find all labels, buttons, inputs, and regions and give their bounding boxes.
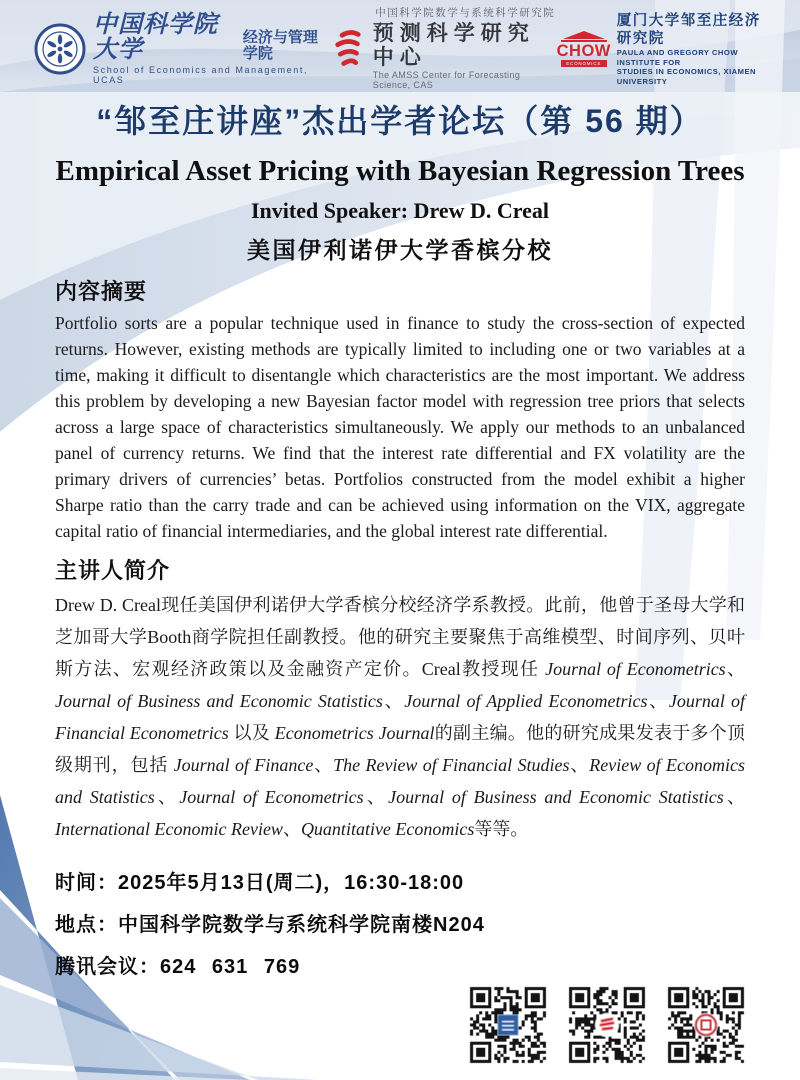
sem-name-cn: 经济与管理学院 (242, 28, 318, 62)
event-details (0, 845, 800, 979)
chow-wordmark-sub: ECONOMICS (566, 61, 602, 67)
qr-code-ucas-sem (466, 983, 550, 1067)
ucas-name-cn: 中国科学院大学 (93, 11, 218, 64)
sem-name-en: School of Economics and Management, UCAS (93, 65, 309, 85)
abstract-text: Portfolio sorts are a popular technique used in finance to study the cross-section of expected returns. However, existing methods are typically limited to including one or two variables at a time, making it difficult to disentangle which characteristics are the most important. We address this problem by developing a new Bayesian factor model with regression tree priors that selects across a large space of characteristics simultaneously. We apply our methods to an unbalanced panel of currency returns. We find that the interest rate differential and FX volatility are the primary drivers of currencies’ betas. Portfolios constructed from the model exhibit a higher Sharpe ratio than the carry trade and can be achieved using information on the VIX, aggregate capital ratio of financial intermediaries, and the global interest rate differential. (55, 313, 745, 541)
ucas-emblem-icon (34, 23, 86, 75)
logo-ucas-sem (34, 13, 330, 85)
abstract-heading: 内容摘要 (55, 279, 148, 304)
time-line (55, 866, 745, 895)
talk-title: Empirical Asset Pricing with Bayesian Regression Trees (55, 155, 745, 187)
header-logo-strip (0, 0, 800, 90)
speaker-affiliation-cn: 美国伊利诺伊大学香槟分校 (247, 238, 553, 263)
venue-label: 地点： (55, 914, 118, 936)
qr-code-amss-forecasting (565, 983, 649, 1067)
bio-text: Drew D. Creal现任美国伊利诺伊大学香槟分校经济学系教授。此前，他曾于圣母大学和芝加哥大学Booth商学院担任副教授。他的研究主要聚焦于高维模型、时间序列、贝叶斯方法、宏观经济政策以及金融资产定价。Creal教授现任 Journal of Econometrics、Journal of Business and Economic Statistics、Journal of Applied Econometrics、Journal of Financial Econometrics 以及 Econometrics Journal的副主编。他的研究成果发表于多个顶级期刊，包括 Journal of Finance、The Review of Financial Studies、Review of Economics and Statistics、Journal of Econometrics、Journal of Business and Economic Statistics、International Economic Review、Quantitative Economics等等。 (55, 595, 746, 839)
invited-speaker-line: Invited Speaker: Drew D. Creal (251, 198, 549, 223)
amss-center-cn: 预测科学研究中心 (372, 20, 535, 69)
venue-line (55, 908, 745, 937)
chow-temple-icon (558, 31, 610, 68)
time-value: 2025年5月13日(周二)，16:30-18:00 (118, 872, 465, 894)
chow-name-cn: 厦门大学邹至庄经济研究院 (616, 12, 761, 48)
qr-code-chow-institute (664, 983, 748, 1067)
logo-amss-forecasting (330, 7, 558, 90)
chow-wordmark: CHOW (556, 41, 611, 60)
meeting-label: 腾讯会议： (55, 956, 160, 978)
chow-name-en-1: PAULA AND GREGORY CHOW INSTITUTE FOR (616, 48, 738, 67)
meeting-id-value: 624 631 769 (160, 956, 301, 978)
bio-heading: 主讲人简介 (55, 558, 171, 583)
series-title: “邹至庄讲座”杰出学者论坛（第 56 期） (96, 103, 704, 139)
logo-chow-institute (558, 12, 774, 86)
qr-code-row (0, 979, 800, 1067)
meeting-line (55, 950, 745, 979)
venue-value: 中国科学院数学与系统科学院南楼N204 (118, 914, 485, 936)
time-label: 时间： (55, 872, 118, 894)
amss-parent-cn: 中国科学院数学与系统科学研究院 (375, 7, 556, 20)
amss-center-en: The AMSS Center for Forecasting Science, CAS (372, 69, 521, 91)
chow-name-en-2: STUDIES IN ECONOMICS, XIAMEN UNIVERSITY (616, 67, 757, 86)
amss-forecasting-icon (330, 25, 366, 73)
